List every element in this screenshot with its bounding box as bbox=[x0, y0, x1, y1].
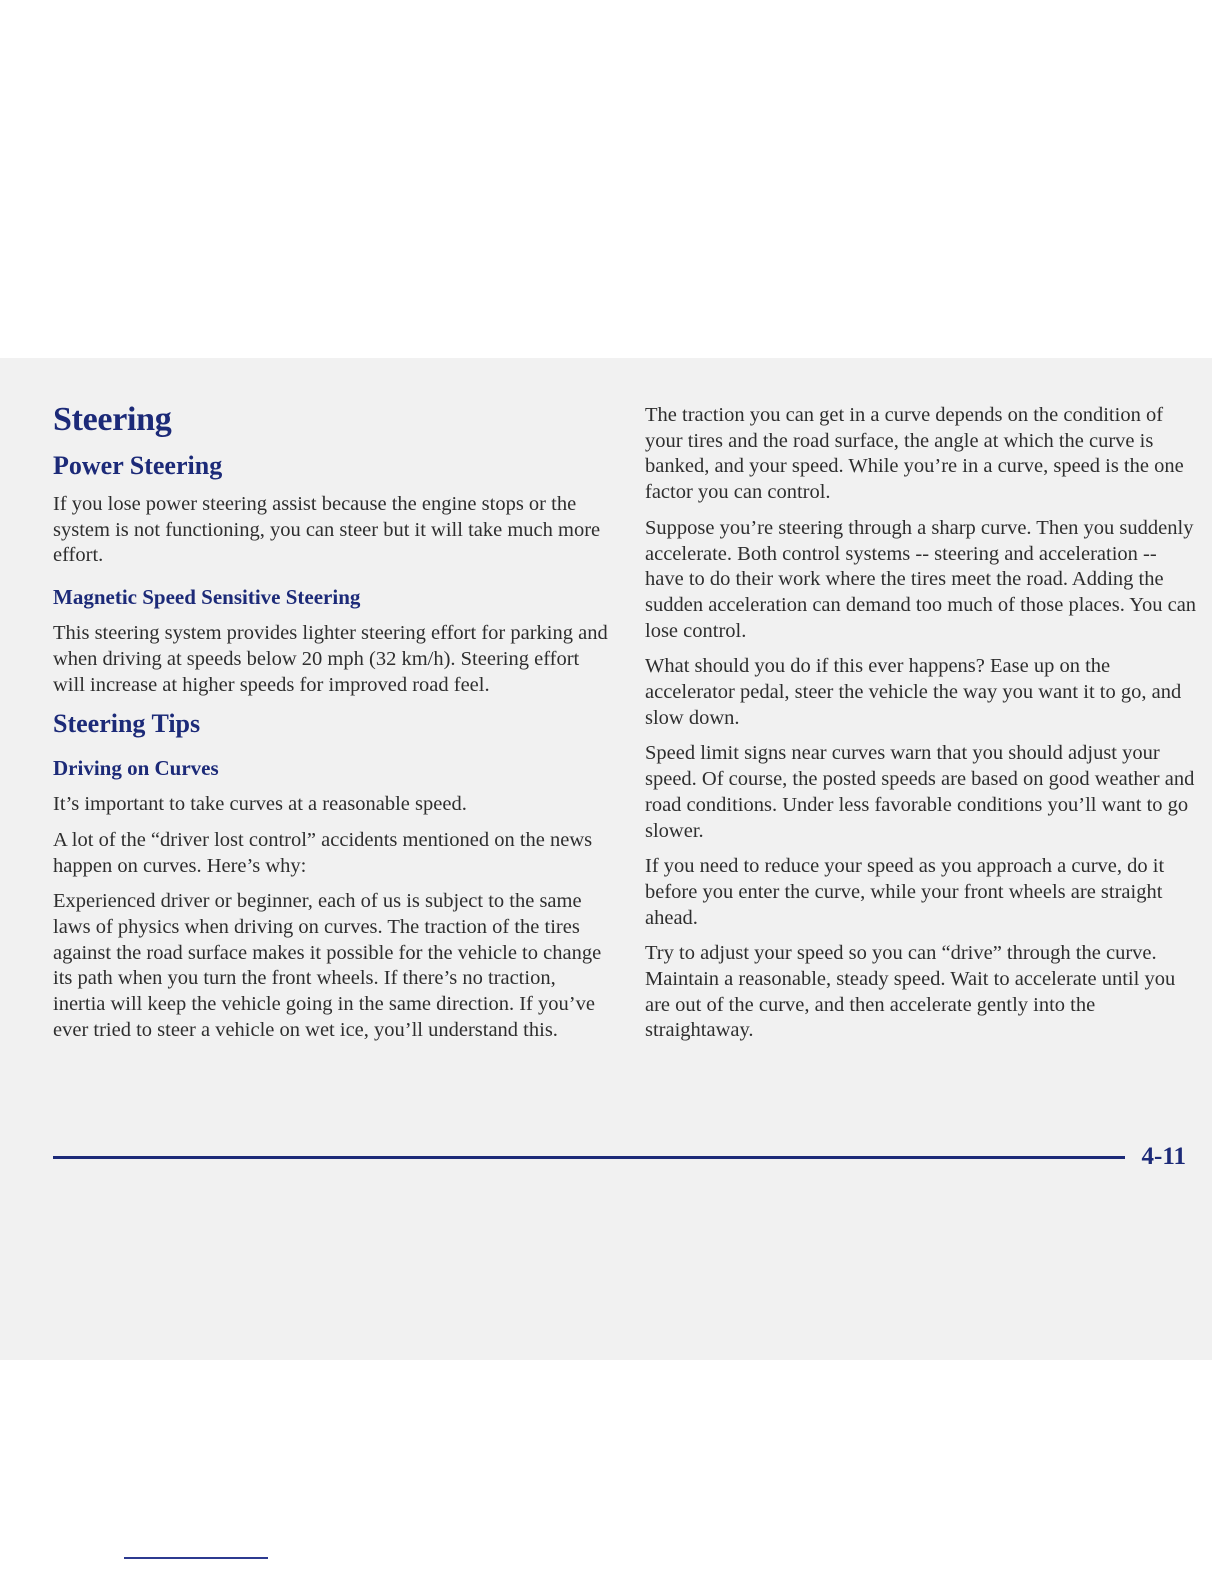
magnetic-steering-heading: Magnetic Speed Sensitive Steering bbox=[53, 585, 361, 610]
driving-on-curves-heading: Driving on Curves bbox=[53, 756, 219, 781]
steering-tips-heading: Steering Tips bbox=[53, 709, 201, 739]
page-panel bbox=[0, 358, 1212, 1360]
footer-rule bbox=[53, 1156, 1125, 1159]
right-column bbox=[645, 358, 1200, 1044]
magnetic-steering-text: This steering system provides lighter steering effort for parking and when driving at speeds below 20 mph (32 km/h). Steering effort will increase at higher speeds for improved road feel. bbox=[53, 622, 608, 696]
page-number: 4-11 bbox=[1141, 1143, 1186, 1170]
left-column bbox=[53, 358, 613, 1044]
right-paragraph-2: Suppose you’re steering through a sharp curve. Then you suddenly accelerate. Both control systems -- steering and acceleration -- have to do their work where the tires meet the road. Adding the sudden acceleration can demand too much of those places. You can lose control. bbox=[645, 516, 1197, 642]
bottom-divider bbox=[124, 1557, 268, 1559]
curves-paragraph-3: Experienced driver or beginner, each of us is subject to the same laws of physics when driving on curves. The traction of the tires against the road surface makes it possible for the vehicle to change its path when you turn the front wheels. If there’s no traction, inertia will keep the vehicle going in the same direction. If you’ve ever tried to steer a vehicle on wet ice, you’ll understand this. bbox=[53, 890, 602, 1041]
right-paragraph-5: If you need to reduce your speed as you approach a curve, do it before you enter the curve, while your front wheels are straight ahead. bbox=[645, 855, 1165, 929]
power-steering-heading: Power Steering bbox=[53, 451, 223, 480]
page-title: Steering bbox=[53, 401, 172, 438]
curves-paragraph-1: It’s important to take curves at a reasonable speed. bbox=[53, 793, 467, 816]
right-paragraph-3: What should you do if this ever happens? Ease up on the accelerator pedal, steer the vehicle the way you want it to go, and slow down. bbox=[645, 655, 1182, 729]
right-paragraph-6: Try to adjust your speed so you can “drive” through the curve. Maintain a reasonable, steady speed. Wait to accelerate until you are out of the curve, and then accelerate gently into the straightaway. bbox=[645, 942, 1176, 1042]
curves-paragraph-2: A lot of the “driver lost control” accidents mentioned on the news happen on curves. Here’s why: bbox=[53, 828, 593, 877]
power-steering-text: If you lose power steering assist because the engine stops or the system is not functioning, you can steer but it will take much more effort. bbox=[53, 493, 601, 567]
right-paragraph-4: Speed limit signs near curves warn that you should adjust your speed. Of course, the posted speeds are based on good weather and road conditions. Under less favorable conditions you’ll want to go slower. bbox=[645, 742, 1195, 842]
right-paragraph-1: The traction you can get in a curve depends on the condition of your tires and the road surface, the angle at which the curve is banked, and your speed. While you’re in a curve, speed is the one factor you can control. bbox=[645, 404, 1184, 504]
